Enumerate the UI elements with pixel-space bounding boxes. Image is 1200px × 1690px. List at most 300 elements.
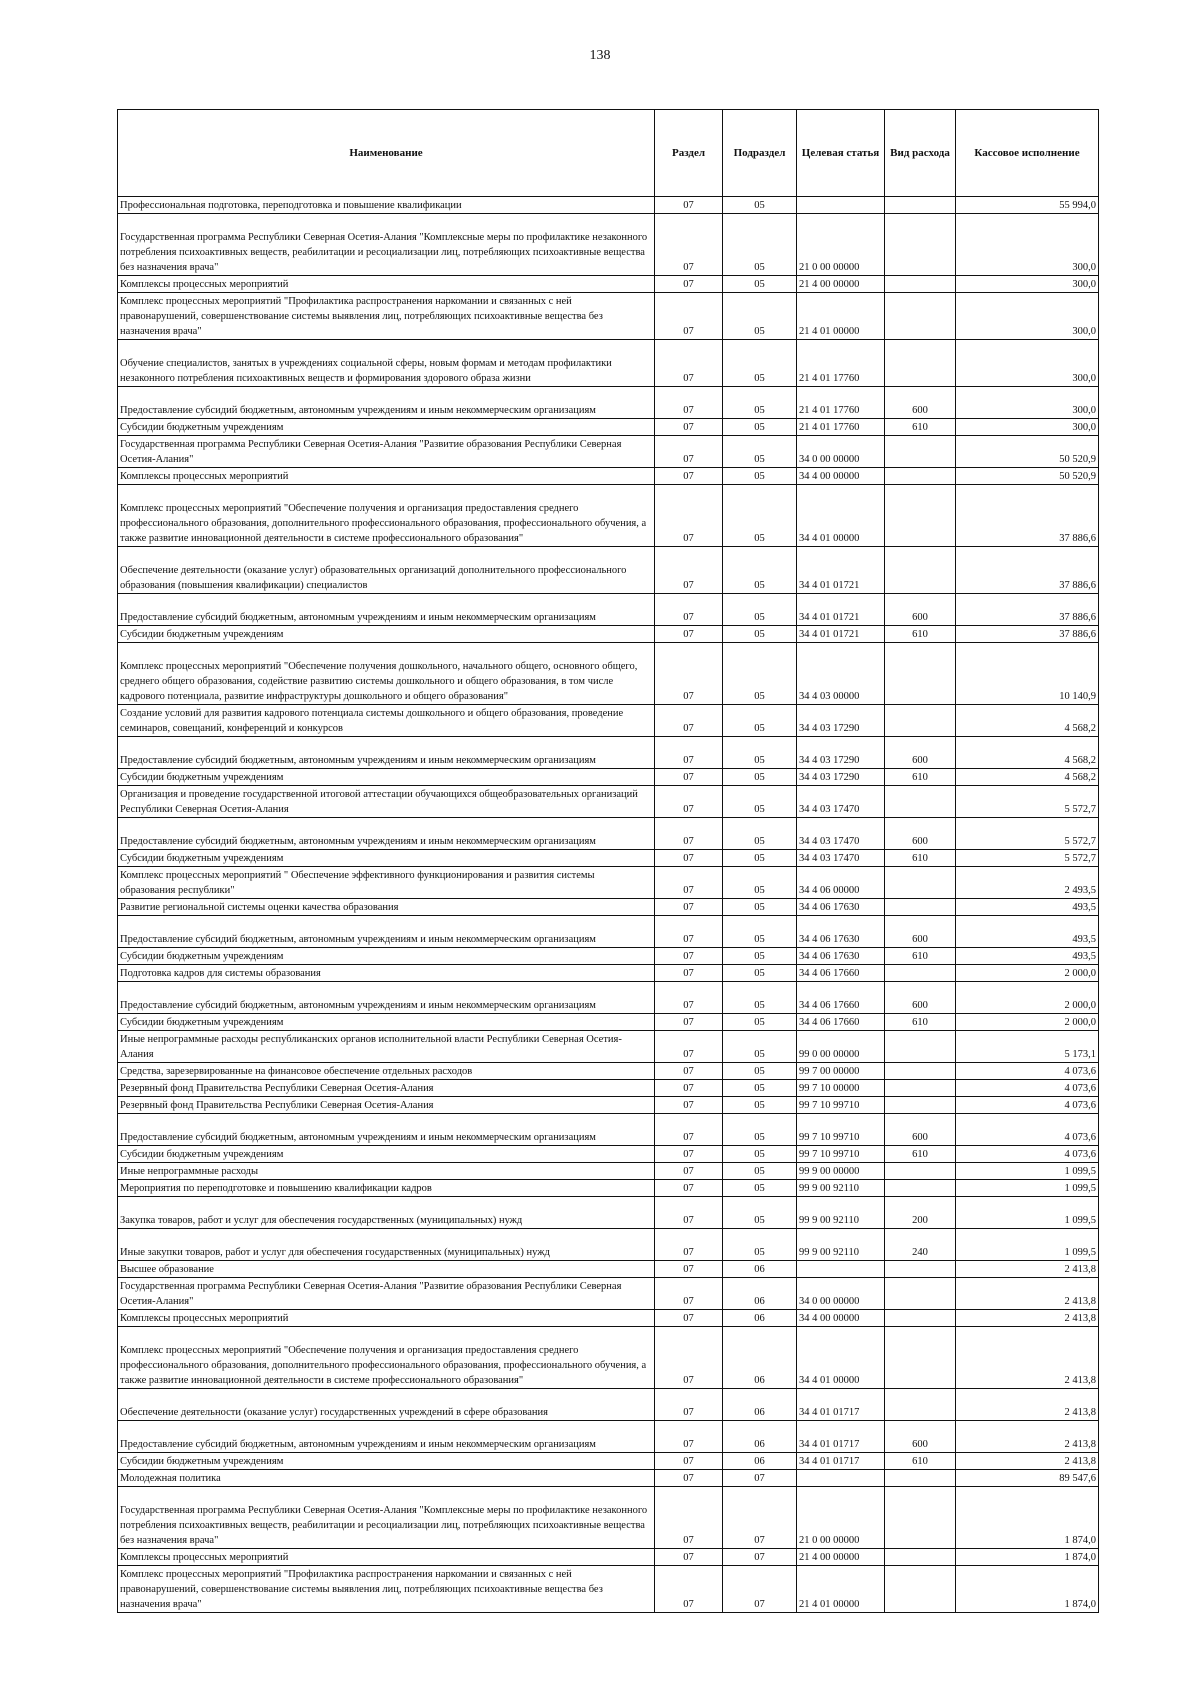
cell-name: Предоставление субсидий бюджетным, автономным учреждениям и иным некоммерческим организациям xyxy=(118,1114,655,1146)
cell-target: 34 4 01 01721 xyxy=(797,626,885,643)
cell-section: 07 xyxy=(655,1549,723,1566)
cell-target: 34 4 03 17470 xyxy=(797,850,885,867)
cell-subsection: 07 xyxy=(723,1470,797,1487)
cell-target: 21 4 00 00000 xyxy=(797,276,885,293)
cell-section: 07 xyxy=(655,965,723,982)
cell-expense xyxy=(885,436,956,468)
cell-subsection: 05 xyxy=(723,850,797,867)
cell-name: Комплекс процессных мероприятий "Профилактика распространения наркомании и связанных с ней правонарушений, совершенствование системы выявления лиц, потребляющих психоактивные вещества без назначения врача" xyxy=(118,1566,655,1613)
cell-section: 07 xyxy=(655,1063,723,1080)
header-target: Целевая статья xyxy=(797,110,885,197)
cell-section: 07 xyxy=(655,1470,723,1487)
table-row xyxy=(118,867,1099,899)
table-row xyxy=(118,485,1099,547)
cell-subsection: 07 xyxy=(723,1566,797,1613)
table-row xyxy=(118,1114,1099,1146)
cell-target: 99 7 10 99710 xyxy=(797,1097,885,1114)
cell-name: Организация и проведение государственной итоговой аттестации обучающихся общеобразовательных организаций Республики Северная Осетия-Алания xyxy=(118,786,655,818)
cell-section: 07 xyxy=(655,1487,723,1549)
cell-expense: 610 xyxy=(885,626,956,643)
cell-section: 07 xyxy=(655,899,723,916)
cell-expense xyxy=(885,1163,956,1180)
cell-name: Создание условий для развития кадрового потенциала системы дошкольного и общего образования, проведение семинаров, совещаний, конференций и конкурсов xyxy=(118,705,655,737)
cell-section: 07 xyxy=(655,850,723,867)
cell-section: 07 xyxy=(655,1261,723,1278)
cell-target: 99 7 10 00000 xyxy=(797,1080,885,1097)
cell-expense xyxy=(885,1261,956,1278)
cell-section: 07 xyxy=(655,737,723,769)
cell-expense xyxy=(885,786,956,818)
cell-amount: 4 073,6 xyxy=(956,1146,1099,1163)
cell-expense: 600 xyxy=(885,1114,956,1146)
cell-subsection: 05 xyxy=(723,468,797,485)
cell-section: 07 xyxy=(655,1146,723,1163)
cell-name: Резервный фонд Правительства Республики Северная Осетия-Алания xyxy=(118,1097,655,1114)
cell-name: Иные непрограммные расходы xyxy=(118,1163,655,1180)
table-row xyxy=(118,626,1099,643)
table-row xyxy=(118,1310,1099,1327)
cell-name: Субсидии бюджетным учреждениям xyxy=(118,1014,655,1031)
cell-target: 21 0 00 00000 xyxy=(797,1487,885,1549)
cell-subsection: 05 xyxy=(723,982,797,1014)
cell-amount: 2 000,0 xyxy=(956,982,1099,1014)
cell-section: 07 xyxy=(655,1163,723,1180)
table-row xyxy=(118,948,1099,965)
cell-amount: 300,0 xyxy=(956,214,1099,276)
cell-expense: 610 xyxy=(885,419,956,436)
cell-subsection: 07 xyxy=(723,1549,797,1566)
cell-name: Предоставление субсидий бюджетным, автономным учреждениям и иным некоммерческим организациям xyxy=(118,387,655,419)
cell-subsection: 05 xyxy=(723,1146,797,1163)
cell-name: Комплексы процессных мероприятий xyxy=(118,1310,655,1327)
cell-name: Государственная программа Республики Северная Осетия-Алания "Комплексные меры по профилактике незаконного потребления психоактивных веществ, реабилитации и ресоциализации лиц, потребляющих психоактивные вещества без назначения врача" xyxy=(118,214,655,276)
cell-name: Комплекс процессных мероприятий "Обеспечение получения и организация предоставления среднего профессионального образования, дополнительного профессионального образования, профессионального обучения, а также развитие инновационной деятельности в системе профессионального образования" xyxy=(118,1327,655,1389)
cell-expense: 600 xyxy=(885,982,956,1014)
cell-expense xyxy=(885,1063,956,1080)
cell-name: Предоставление субсидий бюджетным, автономным учреждениям и иным некоммерческим организациям xyxy=(118,594,655,626)
cell-amount: 493,5 xyxy=(956,948,1099,965)
cell-amount: 37 886,6 xyxy=(956,626,1099,643)
header-subsection: Подраздел xyxy=(723,110,797,197)
cell-subsection: 06 xyxy=(723,1261,797,1278)
cell-amount: 2 413,8 xyxy=(956,1327,1099,1389)
cell-expense: 610 xyxy=(885,948,956,965)
cell-amount: 300,0 xyxy=(956,276,1099,293)
table-row xyxy=(118,1163,1099,1180)
cell-amount: 37 886,6 xyxy=(956,547,1099,594)
cell-target: 34 4 06 00000 xyxy=(797,867,885,899)
cell-expense: 610 xyxy=(885,850,956,867)
cell-name: Субсидии бюджетным учреждениям xyxy=(118,948,655,965)
cell-name: Комплекс процессных мероприятий "Обеспечение получения и организация предоставления среднего профессионального образования, дополнительного профессионального образования, профессионального обучения, а также развитие инновационной деятельности в системе профессионального образования" xyxy=(118,485,655,547)
cell-expense xyxy=(885,643,956,705)
cell-target: 34 4 06 17630 xyxy=(797,916,885,948)
cell-name: Профессиональная подготовка, переподготовка и повышение квалификации xyxy=(118,197,655,214)
cell-target: 34 4 01 01717 xyxy=(797,1421,885,1453)
cell-section: 07 xyxy=(655,1031,723,1063)
cell-expense: 610 xyxy=(885,1146,956,1163)
cell-amount: 10 140,9 xyxy=(956,643,1099,705)
cell-subsection: 06 xyxy=(723,1310,797,1327)
cell-name: Субсидии бюджетным учреждениям xyxy=(118,1453,655,1470)
cell-amount: 5 572,7 xyxy=(956,786,1099,818)
cell-section: 07 xyxy=(655,419,723,436)
cell-amount: 4 568,2 xyxy=(956,737,1099,769)
cell-target: 34 4 06 17660 xyxy=(797,1014,885,1031)
cell-name: Государственная программа Республики Северная Осетия-Алания "Развитие образования Республики Северная Осетия-Алания" xyxy=(118,436,655,468)
cell-expense xyxy=(885,485,956,547)
cell-target: 34 4 03 17470 xyxy=(797,818,885,850)
cell-name: Иные непрограммные расходы республиканских органов исполнительной власти Республики Северная Осетия-Алания xyxy=(118,1031,655,1063)
table-row xyxy=(118,340,1099,387)
table-row xyxy=(118,276,1099,293)
cell-name: Предоставление субсидий бюджетным, автономным учреждениям и иным некоммерческим организациям xyxy=(118,737,655,769)
cell-target: 99 7 00 00000 xyxy=(797,1063,885,1080)
cell-section: 07 xyxy=(655,197,723,214)
cell-target: 21 4 00 00000 xyxy=(797,1549,885,1566)
cell-expense xyxy=(885,1566,956,1613)
cell-name: Подготовка кадров для системы образования xyxy=(118,965,655,982)
cell-expense: 600 xyxy=(885,818,956,850)
cell-amount: 5 173,1 xyxy=(956,1031,1099,1063)
table-row xyxy=(118,899,1099,916)
cell-section: 07 xyxy=(655,1566,723,1613)
cell-expense xyxy=(885,867,956,899)
cell-amount: 4 073,6 xyxy=(956,1097,1099,1114)
table-row xyxy=(118,1180,1099,1197)
cell-amount: 1 099,5 xyxy=(956,1197,1099,1229)
cell-target: 21 4 01 17760 xyxy=(797,340,885,387)
table-row xyxy=(118,1031,1099,1063)
cell-amount: 55 994,0 xyxy=(956,197,1099,214)
cell-subsection: 05 xyxy=(723,1031,797,1063)
cell-section: 07 xyxy=(655,1080,723,1097)
cell-section: 07 xyxy=(655,948,723,965)
cell-section: 07 xyxy=(655,468,723,485)
cell-subsection: 05 xyxy=(723,276,797,293)
cell-name: Субсидии бюджетным учреждениям xyxy=(118,1146,655,1163)
table-header-row xyxy=(118,110,1099,197)
budget-execution-table xyxy=(117,109,1099,1613)
cell-expense: 600 xyxy=(885,1421,956,1453)
cell-subsection: 05 xyxy=(723,1163,797,1180)
cell-section: 07 xyxy=(655,485,723,547)
cell-amount: 4 568,2 xyxy=(956,769,1099,786)
cell-amount: 2 413,8 xyxy=(956,1389,1099,1421)
cell-target: 34 4 06 17630 xyxy=(797,899,885,916)
cell-name: Средства, зарезервированные на финансовое обеспечение отдельных расходов xyxy=(118,1063,655,1080)
cell-name: Обеспечение деятельности (оказание услуг) образовательных организаций дополнительного профессионального образования (повышения квалификации) специалистов xyxy=(118,547,655,594)
cell-amount: 2 000,0 xyxy=(956,965,1099,982)
cell-target: 34 4 01 00000 xyxy=(797,485,885,547)
cell-subsection: 05 xyxy=(723,948,797,965)
cell-name: Субсидии бюджетным учреждениям xyxy=(118,769,655,786)
table-row xyxy=(118,737,1099,769)
cell-section: 07 xyxy=(655,1389,723,1421)
table-row xyxy=(118,982,1099,1014)
cell-expense: 610 xyxy=(885,769,956,786)
cell-section: 07 xyxy=(655,1421,723,1453)
cell-section: 07 xyxy=(655,769,723,786)
cell-target: 34 0 00 00000 xyxy=(797,1278,885,1310)
cell-amount: 2 413,8 xyxy=(956,1261,1099,1278)
cell-name: Предоставление субсидий бюджетным, автономным учреждениям и иным некоммерческим организациям xyxy=(118,1421,655,1453)
cell-subsection: 05 xyxy=(723,643,797,705)
cell-expense xyxy=(885,1327,956,1389)
cell-expense xyxy=(885,214,956,276)
table-row xyxy=(118,419,1099,436)
cell-target: 34 4 01 01717 xyxy=(797,1389,885,1421)
header-name: Наименование xyxy=(118,110,655,197)
cell-target: 21 4 01 17760 xyxy=(797,419,885,436)
cell-name: Закупка товаров, работ и услуг для обеспечения государственных (муниципальных) нужд xyxy=(118,1197,655,1229)
table-row xyxy=(118,1063,1099,1080)
cell-section: 07 xyxy=(655,436,723,468)
cell-target: 21 0 00 00000 xyxy=(797,214,885,276)
table-row xyxy=(118,643,1099,705)
cell-target: 21 4 01 00000 xyxy=(797,1566,885,1613)
cell-expense xyxy=(885,468,956,485)
cell-target: 99 0 00 00000 xyxy=(797,1031,885,1063)
cell-name: Развитие региональной системы оценки качества образования xyxy=(118,899,655,916)
cell-amount: 2 413,8 xyxy=(956,1310,1099,1327)
cell-section: 07 xyxy=(655,916,723,948)
cell-subsection: 05 xyxy=(723,1229,797,1261)
cell-subsection: 05 xyxy=(723,1197,797,1229)
cell-section: 07 xyxy=(655,1180,723,1197)
cell-amount: 50 520,9 xyxy=(956,436,1099,468)
table-row xyxy=(118,214,1099,276)
cell-section: 07 xyxy=(655,293,723,340)
table-row xyxy=(118,965,1099,982)
cell-subsection: 05 xyxy=(723,737,797,769)
cell-subsection: 05 xyxy=(723,293,797,340)
table-row xyxy=(118,1453,1099,1470)
cell-subsection: 05 xyxy=(723,340,797,387)
table-row xyxy=(118,293,1099,340)
cell-amount: 1 874,0 xyxy=(956,1566,1099,1613)
cell-target: 34 4 03 17290 xyxy=(797,705,885,737)
cell-name: Резервный фонд Правительства Республики Северная Осетия-Алания xyxy=(118,1080,655,1097)
cell-section: 07 xyxy=(655,1327,723,1389)
cell-subsection: 05 xyxy=(723,705,797,737)
cell-expense xyxy=(885,340,956,387)
cell-expense xyxy=(885,293,956,340)
header-section: Раздел xyxy=(655,110,723,197)
cell-subsection: 06 xyxy=(723,1453,797,1470)
cell-amount: 1 099,5 xyxy=(956,1180,1099,1197)
table-row xyxy=(118,594,1099,626)
table-row xyxy=(118,1566,1099,1613)
table-row xyxy=(118,818,1099,850)
table-row xyxy=(118,387,1099,419)
cell-expense: 600 xyxy=(885,737,956,769)
cell-target: 34 4 06 17660 xyxy=(797,965,885,982)
cell-subsection: 05 xyxy=(723,197,797,214)
cell-target: 34 4 03 17290 xyxy=(797,769,885,786)
cell-amount: 300,0 xyxy=(956,419,1099,436)
table-row xyxy=(118,1278,1099,1310)
cell-expense xyxy=(885,276,956,293)
cell-name: Предоставление субсидий бюджетным, автономным учреждениям и иным некоммерческим организациям xyxy=(118,982,655,1014)
cell-name: Государственная программа Республики Северная Осетия-Алания "Комплексные меры по профилактике незаконного потребления психоактивных веществ, реабилитации и ресоциализации лиц, потребляющих психоактивные вещества без назначения врача" xyxy=(118,1487,655,1549)
table-row xyxy=(118,436,1099,468)
cell-expense xyxy=(885,1278,956,1310)
table-row xyxy=(118,1197,1099,1229)
cell-subsection: 05 xyxy=(723,436,797,468)
cell-expense xyxy=(885,899,956,916)
cell-name: Комплекс процессных мероприятий "Обеспечение получения дошкольного, начального общего, основного общего, среднего общего образования, содействие развитию системы дошкольного и общего образования, в том числе кадрового потенциала, развитие инфраструктуры дошкольного и общего образования" xyxy=(118,643,655,705)
cell-subsection: 05 xyxy=(723,818,797,850)
cell-section: 07 xyxy=(655,1229,723,1261)
cell-target: 99 9 00 92110 xyxy=(797,1229,885,1261)
cell-name: Обеспечение деятельности (оказание услуг) государственных учреждений в сфере образования xyxy=(118,1389,655,1421)
cell-amount: 4 073,6 xyxy=(956,1114,1099,1146)
cell-section: 07 xyxy=(655,214,723,276)
cell-expense: 600 xyxy=(885,916,956,948)
cell-expense: 610 xyxy=(885,1014,956,1031)
cell-section: 07 xyxy=(655,1114,723,1146)
cell-subsection: 05 xyxy=(723,1097,797,1114)
cell-name: Комплекс процессных мероприятий "Профилактика распространения наркомании и связанных с ней правонарушений, совершенствование системы выявления лиц, потребляющих психоактивные вещества без назначения врача" xyxy=(118,293,655,340)
cell-subsection: 05 xyxy=(723,387,797,419)
cell-subsection: 06 xyxy=(723,1389,797,1421)
cell-section: 07 xyxy=(655,1453,723,1470)
table-row xyxy=(118,1261,1099,1278)
cell-subsection: 05 xyxy=(723,594,797,626)
header-expense: Вид расхода xyxy=(885,110,956,197)
table-row xyxy=(118,1097,1099,1114)
table-row xyxy=(118,1421,1099,1453)
cell-subsection: 05 xyxy=(723,419,797,436)
cell-section: 07 xyxy=(655,1278,723,1310)
cell-section: 07 xyxy=(655,867,723,899)
cell-expense: 600 xyxy=(885,594,956,626)
cell-amount: 300,0 xyxy=(956,340,1099,387)
table-row xyxy=(118,705,1099,737)
cell-amount: 493,5 xyxy=(956,916,1099,948)
cell-name: Комплексы процессных мероприятий xyxy=(118,468,655,485)
cell-amount: 2 413,8 xyxy=(956,1421,1099,1453)
cell-name: Мероприятия по переподготовке и повышению квалификации кадров xyxy=(118,1180,655,1197)
cell-name: Субсидии бюджетным учреждениям xyxy=(118,419,655,436)
cell-expense xyxy=(885,1389,956,1421)
cell-section: 07 xyxy=(655,1197,723,1229)
table-row xyxy=(118,1549,1099,1566)
cell-amount: 1 099,5 xyxy=(956,1163,1099,1180)
cell-target: 34 4 01 01717 xyxy=(797,1453,885,1470)
cell-amount: 1 099,5 xyxy=(956,1229,1099,1261)
cell-target: 34 0 00 00000 xyxy=(797,436,885,468)
cell-subsection: 05 xyxy=(723,1014,797,1031)
cell-section: 07 xyxy=(655,1310,723,1327)
cell-section: 07 xyxy=(655,276,723,293)
cell-subsection: 06 xyxy=(723,1327,797,1389)
table-row xyxy=(118,1229,1099,1261)
cell-expense xyxy=(885,1031,956,1063)
cell-subsection: 07 xyxy=(723,1487,797,1549)
cell-subsection: 05 xyxy=(723,1114,797,1146)
table-row xyxy=(118,1470,1099,1487)
cell-section: 07 xyxy=(655,547,723,594)
cell-name: Предоставление субсидий бюджетным, автономным учреждениям и иным некоммерческим организациям xyxy=(118,818,655,850)
cell-name: Молодежная политика xyxy=(118,1470,655,1487)
cell-expense: 600 xyxy=(885,387,956,419)
cell-target: 21 4 01 00000 xyxy=(797,293,885,340)
cell-amount: 300,0 xyxy=(956,387,1099,419)
cell-amount: 4 568,2 xyxy=(956,705,1099,737)
cell-name: Предоставление субсидий бюджетным, автономным учреждениям и иным некоммерческим организациям xyxy=(118,916,655,948)
cell-expense xyxy=(885,965,956,982)
cell-name: Субсидии бюджетным учреждениям xyxy=(118,626,655,643)
cell-amount: 2 413,8 xyxy=(956,1278,1099,1310)
cell-expense xyxy=(885,1180,956,1197)
cell-target: 99 7 10 99710 xyxy=(797,1114,885,1146)
cell-expense xyxy=(885,1470,956,1487)
table-row xyxy=(118,1327,1099,1389)
cell-section: 07 xyxy=(655,387,723,419)
cell-name: Комплекс процессных мероприятий " Обеспечение эффективного функционирования и развития системы образования республики" xyxy=(118,867,655,899)
cell-subsection: 05 xyxy=(723,485,797,547)
cell-amount: 2 000,0 xyxy=(956,1014,1099,1031)
cell-section: 07 xyxy=(655,626,723,643)
table-row xyxy=(118,197,1099,214)
table-row xyxy=(118,1080,1099,1097)
cell-amount: 89 547,6 xyxy=(956,1470,1099,1487)
cell-subsection: 06 xyxy=(723,1421,797,1453)
cell-target: 34 4 01 00000 xyxy=(797,1327,885,1389)
cell-target: 34 4 00 00000 xyxy=(797,468,885,485)
table-row xyxy=(118,1389,1099,1421)
cell-section: 07 xyxy=(655,1097,723,1114)
cell-expense: 610 xyxy=(885,1453,956,1470)
cell-section: 07 xyxy=(655,705,723,737)
cell-section: 07 xyxy=(655,818,723,850)
cell-target xyxy=(797,197,885,214)
table-row xyxy=(118,547,1099,594)
cell-target: 99 9 00 92110 xyxy=(797,1197,885,1229)
cell-amount: 300,0 xyxy=(956,293,1099,340)
cell-subsection: 05 xyxy=(723,214,797,276)
cell-expense xyxy=(885,1310,956,1327)
cell-expense: 200 xyxy=(885,1197,956,1229)
cell-amount: 2 413,8 xyxy=(956,1453,1099,1470)
cell-subsection: 05 xyxy=(723,899,797,916)
cell-name: Иные закупки товаров, работ и услуг для обеспечения государственных (муниципальных) нужд xyxy=(118,1229,655,1261)
table-row xyxy=(118,1146,1099,1163)
cell-target: 34 4 03 17290 xyxy=(797,737,885,769)
cell-name: Государственная программа Республики Северная Осетия-Алания "Развитие образования Республики Северная Осетия-Алания" xyxy=(118,1278,655,1310)
cell-name: Комплексы процессных мероприятий xyxy=(118,1549,655,1566)
cell-subsection: 05 xyxy=(723,1180,797,1197)
cell-target xyxy=(797,1470,885,1487)
cell-expense xyxy=(885,547,956,594)
table-body xyxy=(118,197,1099,1613)
table-row xyxy=(118,786,1099,818)
cell-amount: 5 572,7 xyxy=(956,850,1099,867)
cell-target: 21 4 01 17760 xyxy=(797,387,885,419)
cell-expense xyxy=(885,1487,956,1549)
cell-expense xyxy=(885,705,956,737)
cell-amount: 50 520,9 xyxy=(956,468,1099,485)
cell-subsection: 05 xyxy=(723,1080,797,1097)
cell-target xyxy=(797,1261,885,1278)
cell-name: Обучение специалистов, занятых в учреждениях социальной сферы, новым формам и методам профилактики незаконного потребления психоактивных веществ и формирования здорового образа жизни xyxy=(118,340,655,387)
cell-subsection: 05 xyxy=(723,1063,797,1080)
cell-target: 34 4 03 17470 xyxy=(797,786,885,818)
page-number: 138 xyxy=(589,48,611,63)
cell-expense xyxy=(885,1549,956,1566)
